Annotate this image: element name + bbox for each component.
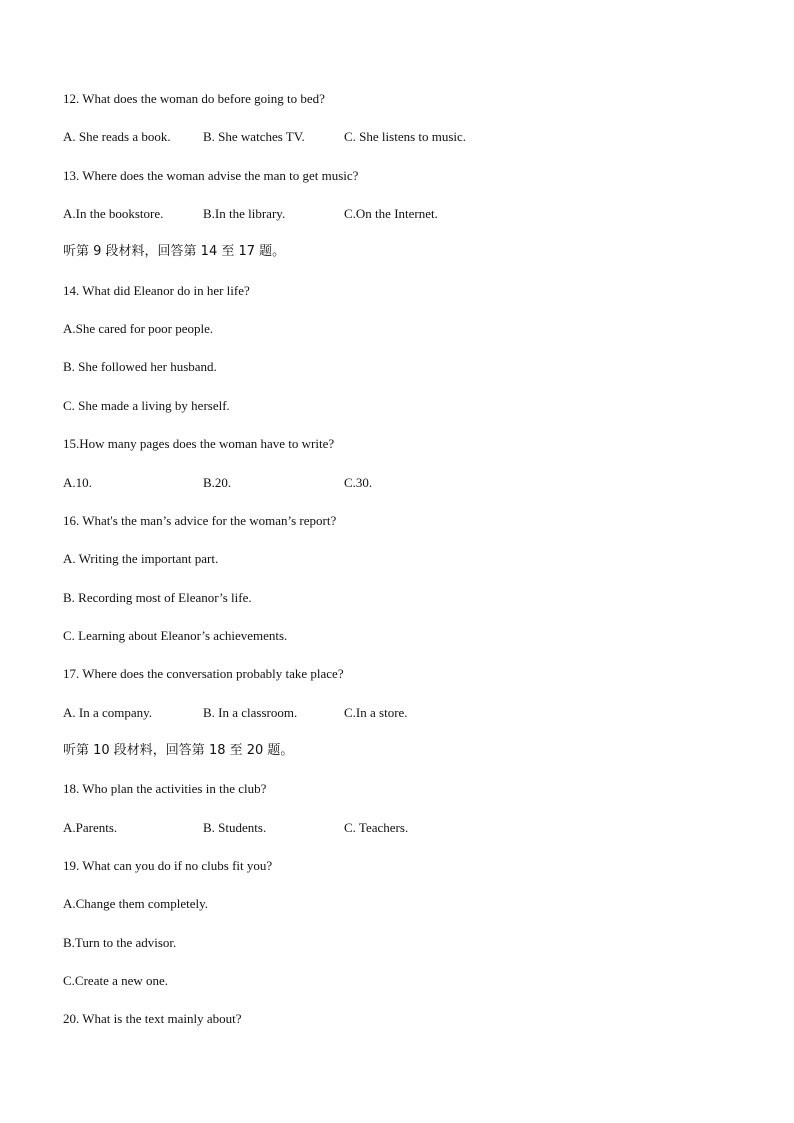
option-row — [63, 704, 663, 722]
option-row — [63, 128, 663, 146]
question-text: 12. What does the woman do before going to bed? — [63, 91, 325, 106]
option-c: C.30. — [344, 475, 373, 490]
option-line: B. She followed her husband. — [63, 359, 217, 374]
option-b: B. She watches TV. — [203, 129, 305, 144]
option-line: B.Turn to the advisor. — [63, 935, 177, 950]
option-a: A. In a company. — [63, 705, 153, 720]
option-line: B. Recording most of Eleanor’s life. — [63, 590, 252, 605]
option-line: A.She cared for poor people. — [63, 321, 214, 336]
option-row — [63, 474, 663, 492]
option-b: B.In the library. — [203, 206, 286, 221]
option-line: A.Change them completely. — [63, 896, 209, 911]
question-text: 14. What did Eleanor do in her life? — [63, 283, 250, 298]
option-line: C.Create a new one. — [63, 973, 169, 988]
question-text: 20. What is the text mainly about? — [63, 1011, 242, 1026]
question-text: 16. What's the man’s advice for the woman’s report? — [63, 513, 337, 528]
option-row — [63, 819, 663, 837]
option-a: A.In the bookstore. — [63, 206, 164, 221]
option-row — [63, 205, 663, 223]
option-c: C. Teachers. — [344, 820, 409, 835]
option-a: A. She reads a book. — [63, 129, 171, 144]
option-b: B.20. — [203, 475, 232, 490]
option-c: C.On the Internet. — [344, 206, 438, 221]
option-b: B. Students. — [203, 820, 267, 835]
option-c: C.In a store. — [344, 705, 408, 720]
option-line: A. Writing the important part. — [63, 551, 219, 566]
option-a: A.10. — [63, 475, 92, 490]
section-instruction: 听第 10 段材料，回答第 18 至 20 题。 — [63, 743, 294, 758]
question-text: 19. What can you do if no clubs fit you? — [63, 858, 273, 873]
option-b: B. In a classroom. — [203, 705, 298, 720]
question-text: 18. Who plan the activities in the club? — [63, 781, 267, 796]
option-c: C. She listens to music. — [344, 129, 467, 144]
option-line: C. Learning about Eleanor’s achievements. — [63, 628, 288, 643]
section-instruction: 听第 9 段材料，回答第 14 至 17 题。 — [63, 244, 286, 259]
question-text: 13. Where does the woman advise the man to get music? — [63, 168, 359, 183]
option-line: C. She made a living by herself. — [63, 398, 230, 413]
option-a: A.Parents. — [63, 820, 118, 835]
question-text: 15.How many pages does the woman have to write? — [63, 436, 335, 451]
question-text: 17. Where does the conversation probably take place? — [63, 666, 344, 681]
